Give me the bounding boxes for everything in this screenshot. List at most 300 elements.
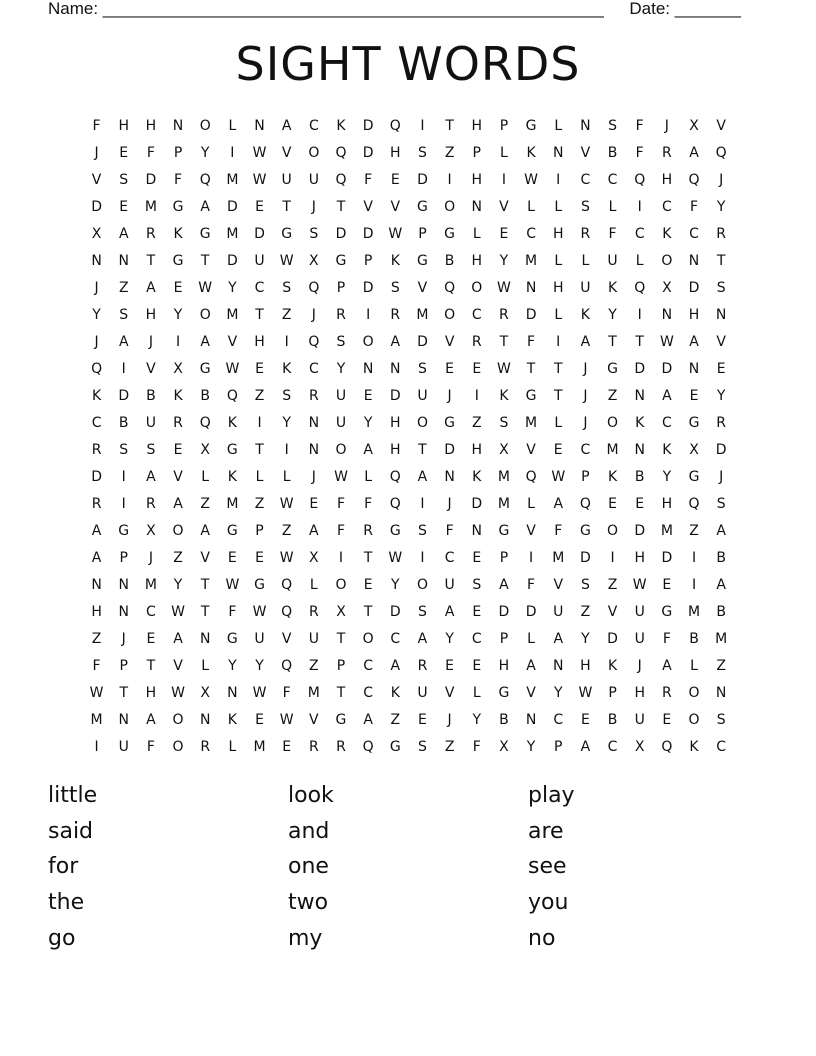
grid-letter[interactable]: J xyxy=(311,469,316,485)
grid-letter[interactable]: R xyxy=(336,739,346,755)
grid-letter[interactable]: V xyxy=(444,685,455,701)
grid-letter[interactable]: J xyxy=(583,361,588,377)
grid-letter[interactable]: K xyxy=(227,469,237,485)
grid-letter[interactable]: M xyxy=(226,496,239,512)
grid-letter[interactable]: J xyxy=(94,145,99,161)
grid-letter[interactable]: N xyxy=(552,145,564,161)
grid-letter[interactable]: W xyxy=(578,685,593,701)
grid-letter[interactable]: A xyxy=(580,739,591,755)
grid-letter[interactable]: S xyxy=(716,496,726,512)
grid-letter[interactable]: M xyxy=(715,631,728,647)
grid-letter[interactable]: F xyxy=(336,496,346,512)
grid-letter[interactable]: K xyxy=(689,739,699,755)
grid-letter[interactable]: I xyxy=(121,361,126,377)
grid-letter[interactable]: H xyxy=(145,307,157,323)
grid-letter[interactable]: M xyxy=(307,685,320,701)
grid-letter[interactable]: J xyxy=(447,496,452,512)
grid-letter[interactable]: C xyxy=(390,631,401,647)
grid-letter[interactable]: H xyxy=(471,442,483,458)
grid-letter[interactable]: G xyxy=(607,361,618,377)
grid-letter[interactable]: G xyxy=(417,199,428,215)
grid-letter[interactable]: D xyxy=(362,118,374,134)
grid-letter[interactable]: E xyxy=(635,496,645,512)
grid-letter[interactable]: J xyxy=(719,172,724,188)
grid-letter[interactable]: N xyxy=(308,442,320,458)
grid-letter[interactable]: E xyxy=(363,577,373,593)
grid-letter[interactable]: C xyxy=(553,712,564,728)
grid-letter[interactable]: U xyxy=(254,631,265,647)
grid-letter[interactable]: Y xyxy=(581,631,590,647)
grid-letter[interactable]: G xyxy=(335,712,347,728)
grid-letter[interactable]: F xyxy=(527,334,536,350)
grid-letter[interactable]: I xyxy=(420,496,425,512)
grid-letter[interactable]: V xyxy=(281,145,292,161)
grid-letter[interactable]: A xyxy=(173,496,183,512)
grid-letter[interactable]: E xyxy=(173,280,183,296)
grid-letter[interactable]: L xyxy=(608,199,617,215)
grid-letter[interactable]: T xyxy=(363,550,373,566)
grid-letter[interactable]: A xyxy=(716,523,726,539)
grid-letter[interactable]: N xyxy=(199,712,211,728)
grid-letter[interactable]: D xyxy=(362,226,374,242)
grid-letter[interactable]: Z xyxy=(254,388,265,404)
grid-letter[interactable]: Z xyxy=(118,280,129,296)
grid-letter[interactable]: S xyxy=(282,388,292,404)
grid-letter[interactable]: H xyxy=(580,658,591,674)
grid-letter[interactable]: S xyxy=(580,577,590,593)
grid-letter[interactable]: A xyxy=(363,442,373,458)
grid-letter[interactable]: P xyxy=(499,118,509,134)
grid-letter[interactable]: Q xyxy=(525,469,537,485)
grid-letter[interactable]: F xyxy=(174,172,183,188)
grid-letter[interactable]: M xyxy=(552,550,565,566)
grid-letter[interactable]: A xyxy=(526,658,536,674)
grid-letter[interactable]: Y xyxy=(282,415,291,431)
grid-letter[interactable]: T xyxy=(146,658,156,674)
grid-letter[interactable]: A xyxy=(200,334,210,350)
grid-letter[interactable]: V xyxy=(146,361,156,377)
grid-letter[interactable]: G xyxy=(172,253,184,269)
grid-letter[interactable]: Q xyxy=(634,280,646,296)
grid-letter[interactable]: R xyxy=(390,307,401,323)
grid-letter[interactable]: C xyxy=(661,415,672,431)
grid-letter[interactable]: C xyxy=(308,118,319,134)
grid-letter[interactable]: N xyxy=(91,577,102,593)
grid-letter[interactable]: O xyxy=(172,523,184,539)
grid-letter[interactable]: O xyxy=(335,577,347,593)
grid-letter[interactable]: T xyxy=(418,442,427,458)
grid-letter[interactable]: T xyxy=(635,334,644,350)
grid-letter[interactable]: Y xyxy=(526,739,536,755)
grid-letter[interactable]: F xyxy=(554,523,563,539)
grid-letter[interactable]: P xyxy=(499,631,509,647)
grid-letter[interactable]: M xyxy=(525,415,538,431)
grid-letter[interactable]: T xyxy=(282,199,291,215)
grid-letter[interactable]: M xyxy=(226,226,239,242)
grid-letter[interactable]: W xyxy=(252,172,267,188)
grid-letter[interactable]: Q xyxy=(661,739,673,755)
grid-letter[interactable]: A xyxy=(91,523,102,539)
grid-letter[interactable]: J xyxy=(637,658,642,674)
grid-letter[interactable]: Q xyxy=(308,334,320,350)
grid-letter[interactable]: A xyxy=(417,631,428,647)
grid-letter[interactable]: T xyxy=(608,334,617,350)
grid-letter[interactable]: R xyxy=(580,226,591,242)
grid-letter[interactable]: O xyxy=(688,685,700,701)
grid-letter[interactable]: A xyxy=(553,496,564,512)
grid-letter[interactable]: C xyxy=(363,658,374,674)
grid-letter[interactable]: I xyxy=(366,307,371,323)
grid-letter[interactable]: L xyxy=(690,658,698,674)
grid-letter[interactable]: S xyxy=(119,442,129,458)
grid-letter[interactable]: I xyxy=(175,334,181,350)
grid-letter[interactable]: V xyxy=(444,334,455,350)
grid-letter[interactable]: A xyxy=(118,334,129,350)
grid-letter[interactable]: N xyxy=(688,361,700,377)
grid-letter[interactable]: S xyxy=(499,415,509,431)
grid-letter[interactable]: I xyxy=(691,550,697,566)
grid-letter[interactable]: R xyxy=(173,415,183,431)
grid-letter[interactable]: Q xyxy=(281,604,293,620)
grid-letter[interactable]: T xyxy=(200,604,210,620)
grid-letter[interactable]: N xyxy=(118,253,129,269)
grid-letter[interactable]: N xyxy=(580,118,591,134)
grid-letter[interactable]: F xyxy=(662,631,671,647)
grid-letter[interactable]: V xyxy=(417,280,428,296)
grid-letter[interactable]: D xyxy=(580,550,591,566)
grid-letter[interactable]: M xyxy=(253,739,266,755)
grid-letter[interactable]: G xyxy=(498,523,510,539)
grid-letter[interactable]: N xyxy=(525,712,537,728)
grid-letter[interactable]: Y xyxy=(662,469,672,485)
grid-letter[interactable]: T xyxy=(200,577,210,593)
grid-letter[interactable]: C xyxy=(254,280,265,296)
grid-letter[interactable]: E xyxy=(580,712,590,728)
grid-letter[interactable]: G xyxy=(444,226,456,242)
grid-letter[interactable]: C xyxy=(526,226,536,242)
grid-letter[interactable]: L xyxy=(201,469,210,485)
grid-letter[interactable]: M xyxy=(687,604,701,620)
grid-letter[interactable]: D xyxy=(389,604,401,620)
grid-letter[interactable]: M xyxy=(525,253,538,269)
grid-letter[interactable]: U xyxy=(444,577,455,593)
grid-letter[interactable]: L xyxy=(554,118,563,134)
grid-letter[interactable]: S xyxy=(418,145,427,161)
grid-letter[interactable]: Q xyxy=(688,172,700,188)
grid-letter[interactable]: L xyxy=(527,496,535,512)
grid-letter[interactable]: M xyxy=(660,523,673,539)
grid-letter[interactable]: I xyxy=(474,388,479,404)
grid-letter[interactable]: K xyxy=(635,415,645,431)
grid-letter[interactable]: W xyxy=(198,280,213,296)
grid-letter[interactable]: R xyxy=(146,226,156,242)
grid-letter[interactable]: H xyxy=(498,658,510,674)
grid-letter[interactable]: F xyxy=(608,226,617,242)
grid-letter[interactable]: S xyxy=(608,118,617,134)
grid-letter[interactable]: D xyxy=(91,199,102,215)
grid-letter[interactable]: Q xyxy=(715,145,727,161)
grid-letter[interactable]: L xyxy=(472,685,481,701)
grid-letter[interactable]: K xyxy=(390,685,400,701)
grid-letter[interactable]: W xyxy=(252,145,267,161)
grid-letter[interactable]: A xyxy=(553,631,564,647)
grid-letter[interactable]: D xyxy=(525,307,537,323)
grid-letter[interactable]: B xyxy=(689,631,699,647)
grid-letter[interactable]: S xyxy=(716,712,726,728)
grid-letter[interactable]: T xyxy=(200,253,210,269)
grid-letter[interactable]: G xyxy=(579,523,591,539)
grid-letter[interactable]: S xyxy=(119,172,129,188)
grid-letter[interactable]: O xyxy=(172,712,184,728)
grid-letter[interactable]: B xyxy=(716,604,726,620)
grid-letter[interactable]: C xyxy=(580,442,591,458)
grid-letter[interactable]: U xyxy=(580,280,591,296)
grid-letter[interactable]: S xyxy=(390,280,400,296)
grid-letter[interactable]: Y xyxy=(553,685,563,701)
grid-letter[interactable]: A xyxy=(118,226,129,242)
grid-letter[interactable]: V xyxy=(363,199,373,215)
grid-letter[interactable]: E xyxy=(472,550,482,566)
grid-letter[interactable]: Z xyxy=(254,496,265,512)
grid-letter[interactable]: J xyxy=(311,199,316,215)
grid-letter[interactable]: R xyxy=(661,145,672,161)
grid-letter[interactable]: I xyxy=(529,550,534,566)
grid-letter[interactable]: T xyxy=(363,604,373,620)
grid-letter[interactable]: H xyxy=(145,118,157,134)
grid-letter[interactable]: D xyxy=(389,388,401,404)
grid-letter[interactable]: M xyxy=(416,307,429,323)
grid-letter[interactable]: V xyxy=(499,199,509,215)
grid-letter[interactable]: K xyxy=(282,361,292,377)
grid-letter[interactable]: H xyxy=(91,604,102,620)
grid-letter[interactable]: M xyxy=(497,469,510,485)
grid-letter[interactable]: A xyxy=(309,523,319,539)
grid-letter[interactable]: V xyxy=(173,469,183,485)
grid-letter[interactable]: G xyxy=(444,415,456,431)
grid-letter[interactable]: J xyxy=(447,388,452,404)
grid-letter[interactable]: Z xyxy=(471,415,482,431)
grid-letter[interactable]: U xyxy=(281,172,292,188)
grid-letter[interactable]: Z xyxy=(580,604,591,620)
grid-letter[interactable]: X xyxy=(689,442,699,458)
grid-letter[interactable]: Y xyxy=(92,307,101,323)
grid-letter[interactable]: B xyxy=(118,415,129,431)
grid-letter[interactable]: L xyxy=(309,577,318,593)
grid-letter[interactable]: Z xyxy=(173,550,183,566)
grid-letter[interactable]: R xyxy=(363,523,373,539)
grid-letter[interactable]: R xyxy=(308,604,319,620)
grid-letter[interactable]: N xyxy=(390,361,401,377)
grid-letter[interactable]: G xyxy=(688,415,700,431)
grid-letter[interactable]: H xyxy=(552,226,564,242)
grid-letter[interactable]: C xyxy=(471,631,482,647)
grid-letter[interactable]: L xyxy=(201,658,210,674)
grid-letter[interactable]: Y xyxy=(336,361,346,377)
grid-letter[interactable]: I xyxy=(284,442,289,458)
grid-letter[interactable]: E xyxy=(445,658,455,674)
grid-letter[interactable]: Q xyxy=(281,577,293,593)
grid-letter[interactable]: F xyxy=(472,739,481,755)
grid-letter[interactable]: G xyxy=(172,199,184,215)
grid-letter[interactable]: W xyxy=(89,685,104,701)
grid-letter[interactable]: R xyxy=(146,496,156,512)
grid-letter[interactable]: E xyxy=(255,361,264,377)
grid-letter[interactable]: N xyxy=(199,631,211,647)
grid-letter[interactable]: L xyxy=(364,469,373,485)
grid-letter[interactable]: Y xyxy=(445,631,454,647)
grid-letter[interactable]: Q xyxy=(199,172,211,188)
grid-letter[interactable]: U xyxy=(335,388,347,404)
grid-letter[interactable]: G xyxy=(389,739,401,755)
grid-letter[interactable]: X xyxy=(146,523,156,539)
grid-letter[interactable]: Q xyxy=(362,739,374,755)
grid-letter[interactable]: V xyxy=(390,199,401,215)
grid-letter[interactable]: K xyxy=(227,712,237,728)
grid-letter[interactable]: A xyxy=(580,334,591,350)
grid-letter[interactable]: G xyxy=(226,442,238,458)
grid-letter[interactable]: D xyxy=(118,388,130,404)
grid-letter[interactable]: D xyxy=(634,361,646,377)
grid-letter[interactable]: E xyxy=(418,712,427,728)
grid-letter[interactable]: Y xyxy=(363,415,373,431)
grid-letter[interactable]: Y xyxy=(472,712,482,728)
grid-letter[interactable]: Q xyxy=(389,496,401,512)
grid-letter[interactable]: Q xyxy=(444,280,456,296)
grid-letter[interactable]: K xyxy=(91,388,102,404)
grid-letter[interactable]: A xyxy=(662,388,672,404)
grid-letter[interactable]: S xyxy=(472,577,482,593)
grid-letter[interactable]: J xyxy=(664,118,669,134)
grid-letter[interactable]: L xyxy=(554,253,563,269)
grid-letter[interactable]: F xyxy=(364,172,373,188)
grid-letter[interactable]: B xyxy=(607,145,618,161)
grid-letter[interactable]: R xyxy=(308,388,319,404)
grid-letter[interactable]: E xyxy=(608,496,617,512)
grid-letter[interactable]: A xyxy=(200,199,210,215)
grid-letter[interactable]: Q xyxy=(91,361,103,377)
grid-letter[interactable]: U xyxy=(308,631,319,647)
grid-letter[interactable]: E xyxy=(363,388,373,404)
grid-letter[interactable]: P xyxy=(472,145,481,161)
grid-letter[interactable]: L xyxy=(228,118,237,134)
grid-letter[interactable]: P xyxy=(336,658,346,674)
grid-letter[interactable]: A xyxy=(716,577,726,593)
grid-letter[interactable]: X xyxy=(662,280,672,296)
grid-letter[interactable]: G xyxy=(226,523,238,539)
grid-letter[interactable]: N xyxy=(227,685,238,701)
grid-letter[interactable]: A xyxy=(499,577,509,593)
grid-letter[interactable]: N xyxy=(715,685,727,701)
grid-letter[interactable]: T xyxy=(526,361,536,377)
grid-letter[interactable]: D xyxy=(525,604,537,620)
grid-letter[interactable]: B xyxy=(634,469,645,485)
grid-letter[interactable]: Z xyxy=(689,523,699,539)
grid-letter[interactable]: A xyxy=(146,712,156,728)
grid-letter[interactable]: T xyxy=(336,685,346,701)
grid-letter[interactable]: P xyxy=(119,550,128,566)
grid-letter[interactable]: J xyxy=(311,307,316,323)
grid-letter[interactable]: Z xyxy=(607,388,618,404)
grid-letter[interactable]: N xyxy=(525,280,537,296)
grid-letter[interactable]: C xyxy=(716,739,727,755)
grid-letter[interactable]: H xyxy=(145,685,157,701)
grid-letter[interactable]: P xyxy=(119,658,128,674)
grid-letter[interactable]: F xyxy=(689,199,699,215)
grid-letter[interactable]: B xyxy=(499,712,509,728)
grid-letter[interactable]: C xyxy=(363,685,374,701)
grid-letter[interactable]: P xyxy=(499,550,509,566)
grid-letter[interactable]: W xyxy=(659,334,674,350)
grid-letter[interactable]: W xyxy=(171,604,185,620)
grid-letter[interactable]: T xyxy=(553,388,563,404)
grid-letter[interactable]: Q xyxy=(335,172,347,188)
grid-letter[interactable]: V xyxy=(553,577,564,593)
grid-letter[interactable]: P xyxy=(336,280,346,296)
grid-letter[interactable]: A xyxy=(662,658,672,674)
grid-letter[interactable]: G xyxy=(199,361,211,377)
grid-letter[interactable]: S xyxy=(309,226,319,242)
grid-letter[interactable]: L xyxy=(282,469,291,485)
grid-letter[interactable]: A xyxy=(390,334,401,350)
grid-letter[interactable]: U xyxy=(417,685,428,701)
grid-letter[interactable]: X xyxy=(499,442,509,458)
grid-letter[interactable]: H xyxy=(390,415,401,431)
grid-letter[interactable]: V xyxy=(526,685,536,701)
grid-letter[interactable]: C xyxy=(607,172,618,188)
grid-letter[interactable]: X xyxy=(634,739,645,755)
grid-letter[interactable]: H xyxy=(390,442,401,458)
grid-letter[interactable]: O xyxy=(199,118,211,134)
grid-letter[interactable]: H xyxy=(118,118,129,134)
grid-letter[interactable]: W xyxy=(279,712,294,728)
grid-letter[interactable]: N xyxy=(118,577,129,593)
grid-letter[interactable]: N xyxy=(118,604,129,620)
grid-letter[interactable]: A xyxy=(146,280,156,296)
grid-letter[interactable]: E xyxy=(553,442,563,458)
grid-letter[interactable]: Q xyxy=(199,415,211,431)
grid-letter[interactable]: V xyxy=(526,442,536,458)
grid-letter[interactable]: H xyxy=(471,253,483,269)
grid-letter[interactable]: Z xyxy=(390,712,401,728)
grid-letter[interactable]: L xyxy=(255,469,264,485)
grid-letter[interactable]: M xyxy=(497,496,510,512)
grid-letter[interactable]: S xyxy=(418,739,427,755)
grid-letter[interactable]: H xyxy=(471,172,483,188)
grid-letter[interactable]: N xyxy=(688,253,700,269)
grid-letter[interactable]: Z xyxy=(281,307,292,323)
grid-letter[interactable]: G xyxy=(335,253,347,269)
grid-letter[interactable]: Z xyxy=(309,658,319,674)
grid-letter[interactable]: U xyxy=(254,253,265,269)
grid-letter[interactable]: D xyxy=(417,172,428,188)
grid-letter[interactable]: A xyxy=(91,550,102,566)
grid-letter[interactable]: N xyxy=(118,712,129,728)
grid-letter[interactable]: H xyxy=(471,118,483,134)
grid-letter[interactable]: Q xyxy=(335,145,347,161)
grid-letter[interactable]: O xyxy=(308,145,320,161)
grid-letter[interactable]: N xyxy=(471,199,482,215)
grid-letter[interactable]: I xyxy=(556,172,561,188)
grid-letter[interactable]: D xyxy=(254,226,265,242)
grid-letter[interactable]: W xyxy=(252,604,267,620)
grid-letter[interactable]: D xyxy=(688,280,700,296)
grid-letter[interactable]: W xyxy=(279,496,294,512)
grid-letter[interactable]: N xyxy=(715,307,727,323)
grid-letter[interactable]: N xyxy=(552,658,564,674)
grid-letter[interactable]: A xyxy=(200,523,210,539)
grid-letter[interactable]: G xyxy=(389,523,401,539)
grid-letter[interactable]: P xyxy=(608,685,617,701)
